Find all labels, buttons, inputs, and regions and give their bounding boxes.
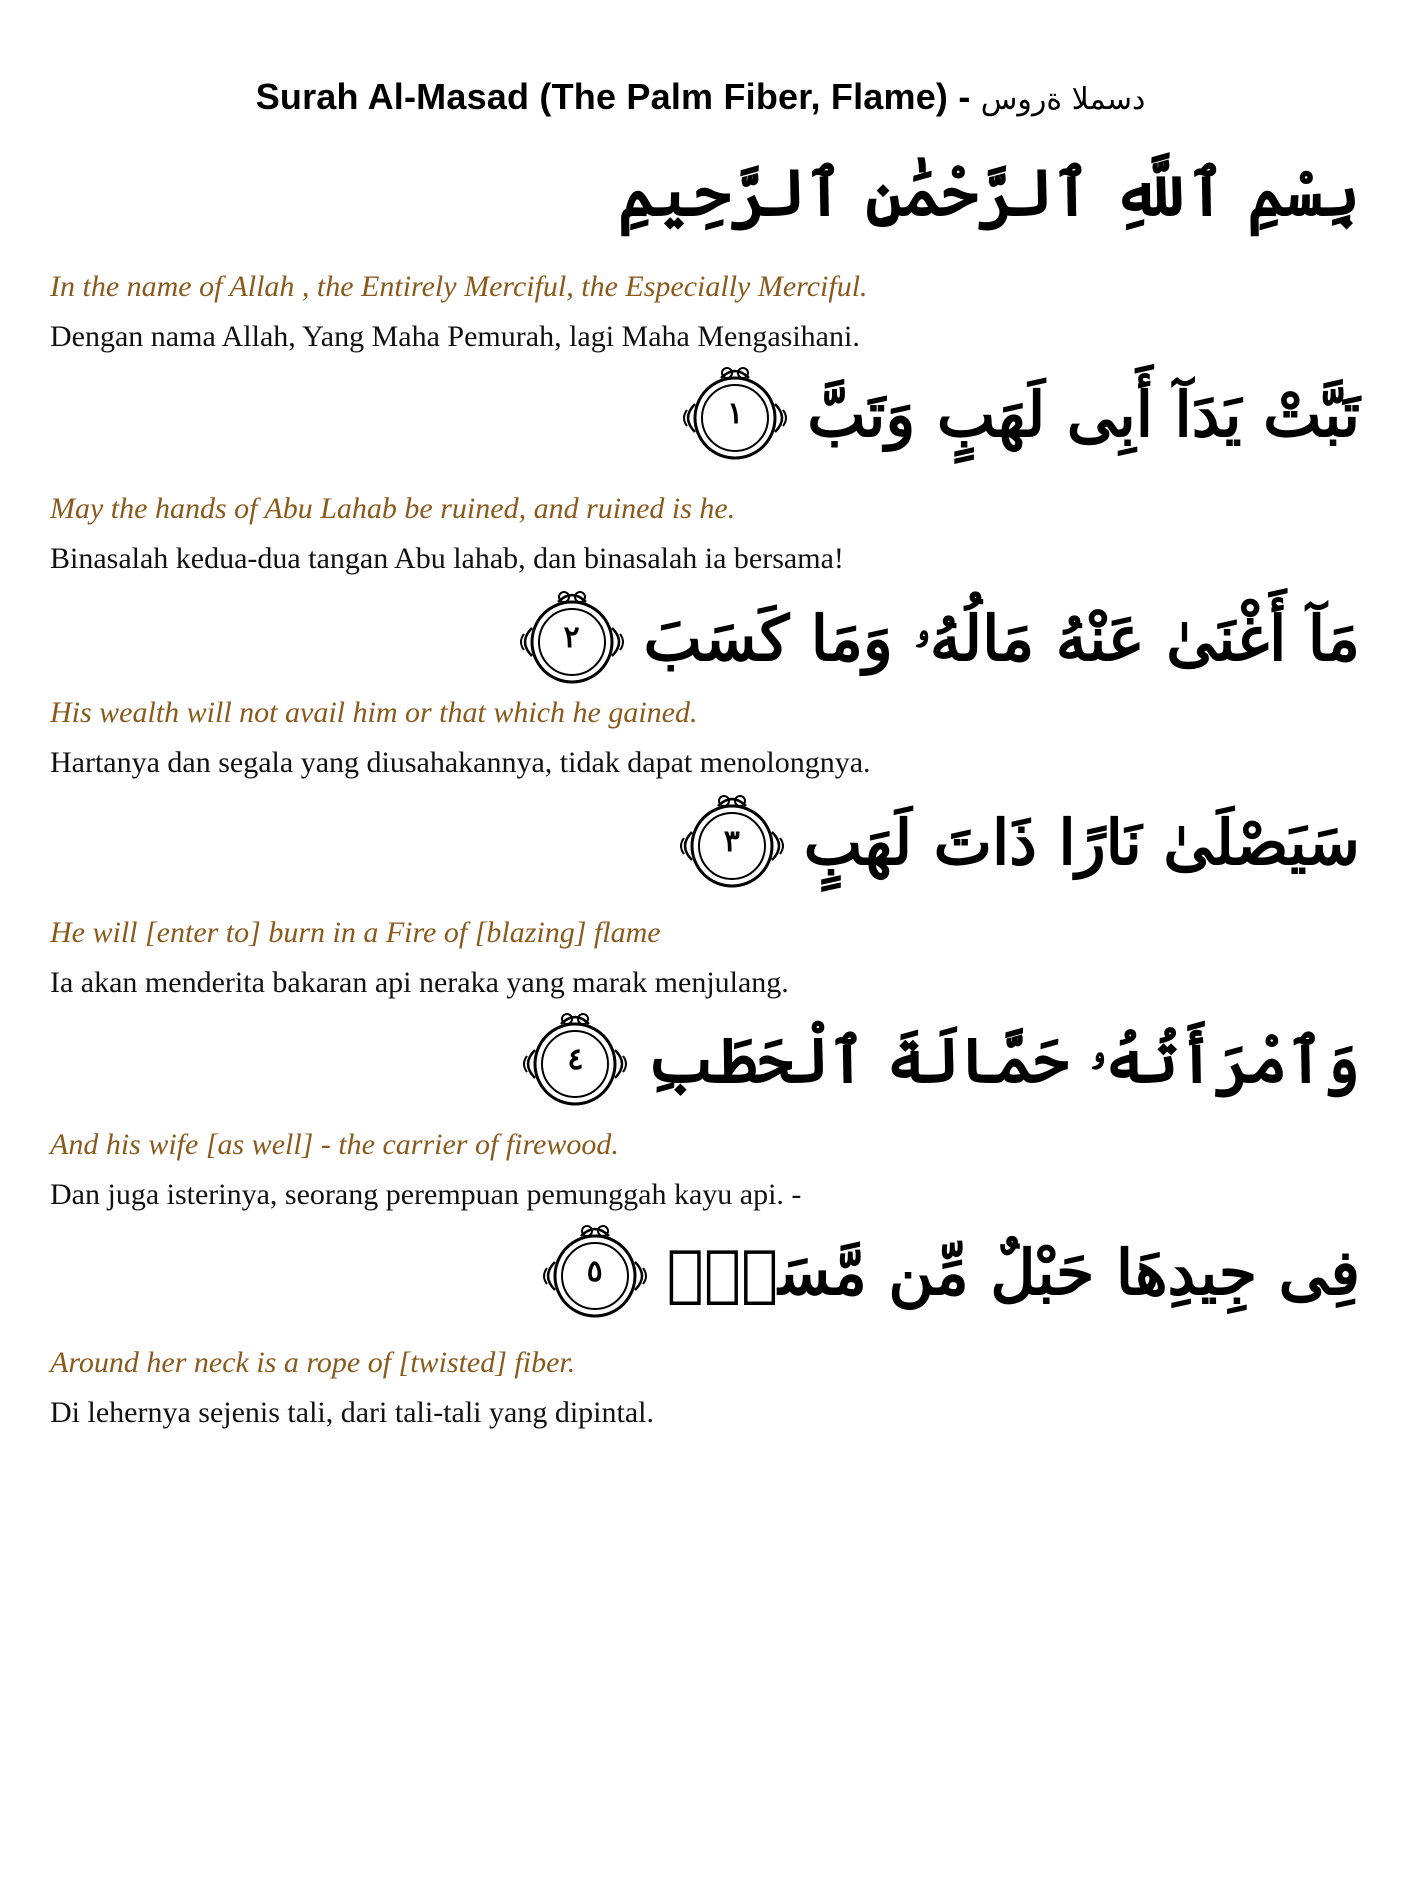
verse-1-arabic: تَبَّتْ يَدَآ أَبِى لَهَبٍ وَتَبَّ [807,378,1360,451]
verse-2-malay: Hartanya dan segala yang diusahakannya, tidak dapat menolongnya. [50,746,871,779]
verse-1-malay: Binasalah kedua-dua tangan Abu lahab, dan binasalah ia bersama! [50,542,844,575]
verse-2-arabic: مَآ أَغْنَىٰ عَنْهُ مَالُهُۥ وَمَا كَسَبَ [643,602,1360,675]
basmala-malay: Dengan nama Allah, Yang Maha Pemurah, lagi Maha Mengasihani. [50,320,860,353]
ayah-number-4: ٤ [567,1042,584,1077]
page-title [0,76,1401,118]
basmala-english: In the name of Allah , the Entirely Merciful, the Especially Merciful. [50,270,868,303]
ayah-number-5: ٥ [586,1254,603,1289]
basmala-arabic: بِسْمِ ٱللَّهِ ٱلرَّحْمَٰنِ ٱلرَّحِيمِ [618,156,1360,231]
page-title-arabic: دسملا ةروس [980,82,1146,118]
verse-3-malay: Ia akan menderita bakaran api neraka yang marak menjulang. [50,966,789,999]
verse-5-english: Around her neck is a rope of [twisted] fiber. [50,1346,576,1379]
verse-1-arabic-line [677,360,1360,470]
verse-5-malay: Di lehernya sejenis tali, dari tali-tali yang dipintal. [50,1396,654,1429]
ayah-number-2: ٢ [563,620,580,655]
verse-4-arabic: وَٱمْرَأَتُهُۥ حَمَّالَةَ ٱلْحَطَبِ [647,1024,1360,1097]
ayah-marker-4 [517,1006,633,1116]
verse-2-english: His wealth will not avail him or that which he gained. [50,696,698,729]
verse-4-malay: Dan juga isterinya, seorang perempuan pemunggah kayu api. - [50,1178,802,1211]
ayah-marker-3 [674,788,790,898]
verse-5-arabic: فِى جِيدِهَا حَبْلٌ مِّن مَّسَدٍۭ [666,1236,1360,1309]
ayah-marker-2 [514,584,630,694]
ayah-number-1: ١ [727,396,744,431]
verse-2-arabic-line [514,584,1360,694]
verse-5-arabic-line [537,1218,1360,1328]
verse-3-arabic-line [674,788,1360,898]
verse-4-english: And his wife [as well] - the carrier of firewood. [50,1128,619,1161]
verse-1-english: May the hands of Abu Lahab be ruined, and ruined is he. [50,492,736,525]
verse-4-arabic-line [517,1006,1360,1116]
ayah-marker-5 [537,1218,653,1328]
basmala-arabic-line [618,156,1360,231]
ayah-marker-1 [677,360,793,470]
ayah-number-3: ٣ [723,824,740,859]
verse-3-arabic: سَيَصْلَىٰ نَارًا ذَاتَ لَهَبٍ [803,806,1360,879]
verse-3-english: He will [enter to] burn in a Fire of [blazing] flame [50,916,661,949]
page-title-english: Surah Al-Masad (The Palm Fiber, Flame) - [255,76,971,118]
